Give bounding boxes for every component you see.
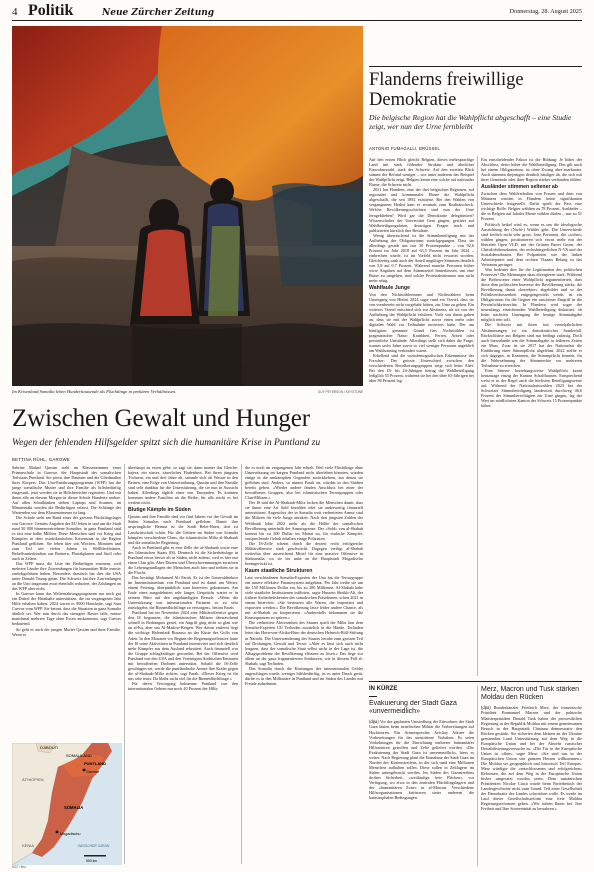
- in-kuerze-label: IN KÜRZE: [369, 686, 398, 692]
- flandern-column-2: Ein entscheidender Faktor ist die Bildung: Je höher der Abschluss, desto höher die Wahlbeteiligung. Das gilt auch bei einem Obligatorium, ist ohne Zwang aber markanter. Auch stimmen diejenigen deutlich häufiger ab, die sich mit ihrer Gemeinde oder ihrer Region stärker verbunden fühlen. Ausländer stimmen seltener ab Zwischen dem Wahlverhalten von Frauen und dem von Männern wurden in Flandern keine signifikanten Unterschiede festgestellt. Dafür spielt der Pass eine wichtige Rolle: Belgier wählten zu 78 Prozent, Ausländer – die in Belgien auf lokaler Ebene wählen dürfen – nur zu 51 Prozent. Politisch heikel wird es, wenn es um die ideologische Ausrichtung der (Nicht-) Wähler geht. Die Unterschiede sind freilich nicht sehr gross. Jene Personen, die «sicher» wählen gingen, positionieren sich etwas mehr mit der liberalen Open VLD, mit der Grünen Partei Groen, der Christlichdemokraten, der rechtsbürgerlichen N-VA und der Sozialdemokraten. Bei Polparteien wie der linken Arbeiterpartei und dem rechten Vlaams Belang ist das Vertrauen geringer. Was bedeutet dies für die Legitimation des politischen Prozesses? Die Meinungen dazu divergieren stark. Während die Befürworter einer Wahlpflicht argumentierten, dass diese dem politischen Interesse der Bevölkerung stärke, die Bevölkerung damit «korrekter» abgebildet und so der Politikverdrossenheit entgegengewirkt werde, ist ein Obligatorium für die Gegner ein unschöner Eingriff in die Persönlichkeitsrechte. In Flandern wird sogar der neuenfangs einrichtenden Wahlbeteiligung diskutiert, ob beim nächsten Urnengang die heutige Stimmabgabe möglich sein soll. Die Schweiz mit ihren fast vierteljährlichen Abstimmungen ist ein demokratischer Sonderfall. Rückschlüsse aus Belgien sind nur bedingt zulässig. Doch auch hierzulande war die Stimmabgabe in früheren Zeiten ein Muss. Zwar ist sie 2017 hat der Nationalrat die Einführung einer Stimmpflicht abgelehnt, 2022 stellte er sich dagegen, in Kantonen, die Stimmpflicht kennen, für die Wahrnehmung der Stimmrechte vor mehreren Teilnahme zu erreichen. Eine Stimm- beziehungsweise Wahlpflicht kennt heutzutage einzig der Kanton Schaffhausen. Entsprechend weist er in der Regel auch die höchsten Beteiligungswerte auf. Während der Nationalratswahlen 2023 bei der Schweizer Stimmbeteiligung landesweit durchweg 46,6 Prozent der Stimmberechtigten zur Urne gingen, lag der Wert im nördlichsten Kanton der Schweiz 15 Prozentpunkte höher.: [481, 157, 582, 409]
- newspaper-name: Neue Zürcher Zeitung: [102, 8, 215, 18]
- brief-item-gaza: [369, 700, 474, 865]
- map-label-djibouti: DJIBOUTI: [40, 745, 59, 750]
- flandern-headline: Flanderns freiwillige Demokratie: [369, 70, 524, 110]
- in-kuerze-dash: [369, 696, 377, 697]
- flandern-column-1: Auf den ersten Blick gleicht Belgien, dieses mehrsprachige Land mit stark föderaler Struktur und ähnlicher Einwohnerzahl, stark der Schweiz. Auf den zweiten Blick stimmt der Befund weniger – wie unter anderem das Beispiel der Wahlpflicht zeigt. Belgien kennt eine solche auf nationaler Ebene, die Schweiz nicht. 2021 hat Flandern, eine der drei belgischen Regionen, auf regionaler und kommunaler Ebene die Wahlpflicht abgeschafft, die seit 1892 existierte. Bei den Wahlen von vergangenem Herbst kam es erstmals zum Realitätscheck. Welche Bevölkerungsschichten sind nun der Urne ferngeblieben? Wird gar die Demokratie delegitimiert? Wissenschafter der Universität Gent gingen, gestützt auf Wahlbeteiligungsdaten, derartigen Fragen nach und publizierten kürzlich ihre Resultate. Wenig überraschend ist die Stimmbeteiligung mit der Aufhebung des Obligatoriums zurückgegangen. Dass sie allerdings gerade um fast 30 Prozentpunkte – von 92,6 Prozent im Jahr 2018 auf 63,5 Prozent im Jahr 2024 – einbrechen würde, ist im Vorfeld nicht erwartet worden. Gleichzeitig sank auch der Anteil ungültiger Stimmen deutlich von 5,8 auf 0,7 Prozent. Während manche Personen früher wirre Angaben auf dem Stimmzettel hinterliessen, um eine Busse zu umgehen, sind solche Protestabstimmen nun nicht mehr nötig. Wahlfaule Junge Von den Nichtwählerinnen und Nichtwählern beim Urnengang von Herbst 2024 sagte rund ein Viertel, dass sie von vornherein nicht vorgehabt hätten, zur Urne zu gehen. Ein weiteres Viertel entschied sich zur Abstinenz, als sie von der Aufhebung der Wahlpflicht erfuhren. Viele von ihnen gaben an, dass sie mit der Wahlpflicht zuvor einen mehr oder digitalen Wahl zur Teilnahme motiviert hätte. Der am häufigsten genannte Grund fürs Nichtwählen ist pragmatischer Natur: Krankheit, Ferien, Arbeit oder persönliche Umstände. Allerdings stellt sich dabei die Frage, warum sechs Jahre zuvor so viel weniger Personen angeblich am Wahlsonntag verhindert waren. Erhellend sind die soziodemografischen Erkenntnisse der Forscher: Der grösste Unterschied zwischen den verschiedenen Bevölkerungsgruppen zeigt sich beim Alter. Bei den 18- bis 24-Jährigen betrug die Wahlbeteiligung lediglich 55 Prozent, während sie bei den über 65-Jährigen bei über 86 Prozent lag.: [369, 157, 474, 383]
- map-label-somaliland: SOMALILAND: [66, 753, 92, 758]
- map-label-mogadischu: Mogadischu: [60, 832, 81, 836]
- somalia-column-2: überhaupt zu essen gebe, so sagt sie, dann immer das Gleiche: bajera, ein süsses, säuerliches Fladenbrot. Bei ihren jüngsten Töchtern, ein und drei Jahre alt, sammle sich oft Wasser in den Beinen, eine Folge von Unterernährung. Qassim und ihre Familie sind sehr dankbar für die Unterstützung, die sie nun in Aussicht haben. Allerdings täglich einer von Tausenden. Es konnten kommen andere Familien an die Reihe, für alle reicht es bei weitem nicht. Blutige Kämpfe im Süden Qassim und ihre Familie sind vor fünf Jahren vor der Gewalt im Süden Somalias nach Puntland geflohen. Damit ihre ursprüngliche Heimat ist die Stadt Belet-Huen, dort ist Landwirtschaft schön. Für die Gebiete im Süden von Somalia kämpfen verschiedene Clans, die islamistische Miliz al-Shabaab und die somalische Regierung. Auch in Puntland gibt es eine Zelle der al-Shabaab sowie eine des Islamischen Staats (IS). Dennoch ist die Sicherheitslage in Puntland etwas besser als in Süden, nicht zuletzt, weil es hier nur einen Clan gibt. Aber Dürren und Überschwemmungen zerstören die Lebensgrundlagen der Menschen auch hier und treiben sie in die Flucht. Das bestätigt Mohamed Ali Farah. Er ist der Generaldirektor im Innenministerium von Puntland und ist damit am Wetter, einem Feiertag, überpünktlich zum Interview gekommen. Am Ende eines ausgedehnten sehr langes Gesprächs wartet er in seinem Büro auf den angekündigten Besuch. «Wenn die Unterstützung von internationalen Partnern so zu sehr zurückgehe, die Binnenflüchtlinge zu versorgen», betont Farah. Puntland hat im November 2024 eine Militäroffensive gegen den IS begonnen, die islamistischen Milizen überraschend schnell in Bedrängnis geriet, ein Angriff ging nicht so glatt wie an al-Ka, aber um Al-Madow-Bergen. Wer davon entfernt liegt die wichtige Hafenstadt Bosaaso an der Küste des Golfs von Aden. In den Monaten vor Beginn der Regierungsoffensive hatte der IS seine Aktivitäten in Puntland intensiviert und sich deutlich mehr Kämpfer aus dem Ausland rekrutiert. Auch finanziell war die Gruppe schlagkräftiger geworden. Bei der Offensive wird Puntland von den USA und den Vereinigten Arabischen Emiraten mit bewaffneten Drohnen unterstützt. Sobald die IS-Zelle geschlagen sei, werde die puntländische Armee ihre Kräfte gegen die al-Shabaab-Miliz richten, sagt Farah. «Dieser Krieg ist für uns sehr teuer. Da bleibt nicht viel für die Binnenflüchtlinge.» Für deren Versorgung bekomme Puntland von den internationalen Gebern nur noch 40 Prozent der Hilfe,: [128, 465, 238, 691]
- article-subheadline: Wegen der fehlenden Hilfsgelder spitzt sich die humanitäre Krise in Puntland zu: [12, 437, 321, 448]
- somalia-column-3: die es noch im vergangenen Jahr erhielt. Weil viele Flüchtlinge ohne Unterstützung im kargen Puntland nicht überleben könnten, würden einige in die umkämpften Gegenden zurückkehren, aus denen sie geflohen sind. Anders; so nimmt Farah an, würden in den Städten bereits geben. «Wieder andere fänden Anschluss bei einer der bewaffneten Gruppen, also bei islamistischen Terrorgruppen oder Clan-Milizen.» Der IS und die Al-Shabaab-Miliz locken die Menschen damit, dass sie ihnen eine Art Sold bezahlen oder sie anderweitig finanziell unterstützen. Angesichts der in Somalia weit verbreiteten Armut sind die Milizen für viele Junge attraktiv. Nach den jüngsten Zahlen der Weltbank lebte 2022 mehr als die Hälfte der somalischen Bevölkerung unterhalb der Armutsgrenze. Der «Sold» von al-Shabab kommt bis zu 300 Dollar im Monat zu, für einfache Kämpfer, entsprechende Gehalt erhalten einige Polizisten. Die IS-Zelle scheint durch die derzeit recht erfolgreiche Militäroffensive stark geschwächt. Dagegen verfügt al-Shabab weiterhin über ausreichend Mittel für eine massive Offensive in Südsomalia, wo sie bis nahe an die Hauptstadt Mogadischu herangerückt ist. Kaum staatliche Strukturen Laut verschiedenen Somalia-Experten der Uno hat die Terrorgruppe ein unsere effektive Finanzsystem aufgebaut. Pro Jahr treibe sie um die 150 Millionen Dollar ein, bis zu 200 Millionen. Al-Shabab habe viele staatliche Institutionen infiltriert, sagte Hussein Sheikh-Ali, der frühere Sicherheitsberater des somalischen Präsidenten, schon 2021 in einem Interview. «Sie besteuern alle Waren, die importiert und exportiert werden.» Die Bevölkerung fasse leider andere Chance, als mit al-Shabab zu kooperieren. «Andernfalls bekommen sie die Konsequenzen zu spüren.» Die verbreitete Abwesenheit des Staates spielt der Miliz laut dem Somalia-Experten Ulf Terlinden zusätzlich in die Hände. Terlinden leitet das Horn-von-Afrika-Büro der deutschen Heinrich-Böll-Stiftung in Nairobi. Die Unterwanderung des Staates beruhe zum grossen Teil auf Drohungen, Gewalt und Terror. «Aber es lässt sich auch nicht leugnen, dass der somalische Staat selbst nicht in der Lage ist, die Alltagsprobleme der Bevölkerung effizient zu lösen.» Das liege vor allem an der ganz fragmentierten Strukturen, wie in diesem Fall al-Shabab, sagt Terlinden. Das Somalia durch die Kürzungen der internationalen Gelder angeschlagen wurde, weniger hilfsbedürftig, ist es unter Druck gerät, dürfte es in den Millionäre in Puntland und im Süden des Landes mit Freude aufnehmen.: [245, 465, 363, 686]
- article-byline: BETTINA RÜHL, GAROWE: [12, 457, 70, 462]
- map-label-ocean: INDISCHER OZEAN: [78, 844, 110, 848]
- subhead-auslaender: Ausländer stimmen seltener ab: [481, 184, 558, 191]
- map-label-aethiopien: ÄTHIOPIEN: [22, 777, 44, 782]
- refugee-camp-photo: [12, 26, 363, 386]
- somalia-column-1: Sabrine Mahad Qassim steht im Klassenzimmer einer Primarschule in Garowe, der Hauptstadt des somalischen Teilstaats Puntland. Sie presst ihre Daumen und die Gliedmaßen ihres Körpers. Das Uno-Ernährungsprogramm (WFP) hat die junge somalische Mutter und ihre Familie als hilfsbedürftig eingestuft, jetzt werden sie in Hilfsbereichte registriert. Und mit ihnen alle an diesem Morgen in dieser Schule Hunderte andere. Auf allen Schulbänken stehen Laptops und Scanner, im Minutentakt werden die Bedürftigen erfasst. Die Schlange der Wartenden vor dem Klassenzimmer ist lang. Die Schule steht am Rand eines der grossen Flüchtlingslager von Garowe. Gemäss Angaben der EU leben in und um die Stadt rund 50 000 binnenvertriebene Somalier, in ganz Puntland sind es fast eine halbe Million. Diese Menschen sind vor Krieg und Kämpfen in dem ostafrikanischen Krisenstaat in die Region Puntland geflohen. Sie leben hier seit Wochen, Monaten und zum Teil seit vielen Jahren in Wellblechhütten, Behelfsunterkünften aus Brettern, Plastikplanen und Stoff oder auch in Zelten. Das WFP muss die Liste der Bedürftigen erneuern, weil mehrere Länder ihre Zuwendungen für humanitäre Hilfe massiv zurückgefahren haben. Besonders drastisch hat dies die USA unter Donald Trump getan. Die Schweiz hat ihre Zuwendungen an die Uno insgesamt zwar ebenfalls reduziert, der Zahlungen an das WFP aber nicht. In Garowe kann das Welternährungsprogramm nur noch gut ein Drittel der Haushalte unterstützen, die im vergangenen Jahr Hilfe erhalten haben. 2024 waren es 9000 Haushalte, sagt Sara Cuevas vom WFP. Sie betont, dass die Situation in ganz Somalia ähnlich sei. Wer nun durch das strengere Raster falle, müsse manchmal mehrere Tage ohne Essen auskommen, sagt Cuevas bedauernd. So geht es auch der jungen Mutter Qassim und ihrer Familie. Wenn es: [12, 465, 121, 637]
- page-number: 4: [12, 6, 18, 18]
- article-headline: Zwischen Gewalt und Hunger: [12, 405, 311, 432]
- flandern-byline: ANTONIO FUMAGALLI, BRÜSSEL: [369, 146, 440, 151]
- map-scale: 500 km: [86, 859, 98, 863]
- brief-body: (dpa) Bundeskanzler Friedrich Merz, der französische Präsident Emmanuel Macron und der polnische Ministerpräsident Donald Tusk haben der prowestlichen Regierung in der Republik Moldau mit einem gemeinsamen Besuch in der Hauptstadt Chisinau demonstrativ den Rücken gestärkt. Sie sicherten dem kleinen an der Ukraine grenzenden Land Unterstützung auf dem Weg in die Europäische Union und bei der Abwehr russischer Destabilisierungsversuche zu. «Die Tür in die Europäische Union ist offen», sagte Merz. «Sie sind uns in der Europäischen Union von ganzem Herzen willkommen.» Die Moldau sei geographisch und historisch Teil Europas. Merz würdigte die «entschlossenen und erfolgreichen» Reformen, die auf dem Weg in die Europäische Union bisher umgesetzt worden seien. Dem rumänischen Präsidenten Nicolae Ciucă wurde beim Parteibesuch der Landesgeschichte nicht zum Grund. Teil einer Gesellschaft der Demokratie des Landes schwächen wolle. Es werde im Lauf dieser Gesellschaftsreform eine freie Moldau Regierungsreformen geben. «Wir stehen Ihnen bei. Ihre Freiheit und Ihre Souveränität zu bewahren.»: [481, 705, 582, 812]
- brief-body: (dpa) Vor der geplanten Umsiedlung der Einwohner der Stadt Gaza läuten beim israelischen Militär die Vorbereitungen auf Hochtouren. Ein Armeesprecher Avichay Adraee die Vorbereitungen für das umstrittene Vorhaben. Es seien Vorkehrungen für die Einrichtung mehrerer humanitärer Hilfszentren getroffen und Zelte geliefert worden. «Die Evakuierung der Stadt Gaza ist unvermeidlich», hiess es weiter. Nach Regierung plant die Einnahme der Stadt Gaza im Norden des Küstenstreifens, in der sich rund eine Millionen Menschen aufhalten sollen. Diese sollen in Zeltlagern im Süden untergebracht werden. Im Süden des Gazastreifens drohen Sicherheit, «weitläufige freie Flächen», vor Verfügung, wo etwa in den zentralen Flüchtlingslagern und der «humanitären Zone» in al-Mawasi. Verschiedene Hilfsorganisationen kritisieren unter anderem die katastrophalen Bedingungen.: [369, 719, 474, 801]
- issue-date: Donnerstag, 28. August 2025: [509, 8, 582, 15]
- flandern-subheadline: Die belgische Region hat die Wahlpflicht abgeschafft – eine Studie zeigt, wer nun der Urne fernbleibt: [369, 113, 572, 131]
- photo-credit: GUY PETERSON / KEYSTONE: [317, 390, 363, 394]
- subhead-wahlfaule-junge: Wahlfaule Junge: [369, 285, 411, 292]
- map-label-somalia: SOMALIA: [64, 805, 84, 810]
- map-label-puntland: PUNTLAND: [84, 761, 106, 766]
- masthead-rule: [12, 20, 582, 21]
- brief-title: Merz, Macron und Tusk stärken Moldau den Rücken: [481, 686, 580, 702]
- lead-photo: [12, 26, 363, 386]
- subhead-kaum-staatliche-strukturen: Kaum staatliche Strukturen: [245, 567, 313, 574]
- photo-caption: Im Krisenland Somalia leben Hunderttausende als Flüchtlinge in prekären Verhältnissen.: [12, 389, 177, 394]
- map-label-garowe: Garowe: [86, 770, 100, 774]
- map-label-kenia: KENIA: [22, 843, 35, 848]
- section-title: Politik: [28, 2, 74, 19]
- subhead-blutige-kaempfe: Blutige Kämpfe im Süden: [128, 507, 191, 514]
- brief-title: Evakuierung der Stadt Gaza «unvermeidlich»: [369, 700, 457, 716]
- map-credit: NZZ / Bru.: [12, 865, 27, 869]
- somalia-map: [12, 743, 122, 865]
- brief-item-moldau: [481, 686, 582, 866]
